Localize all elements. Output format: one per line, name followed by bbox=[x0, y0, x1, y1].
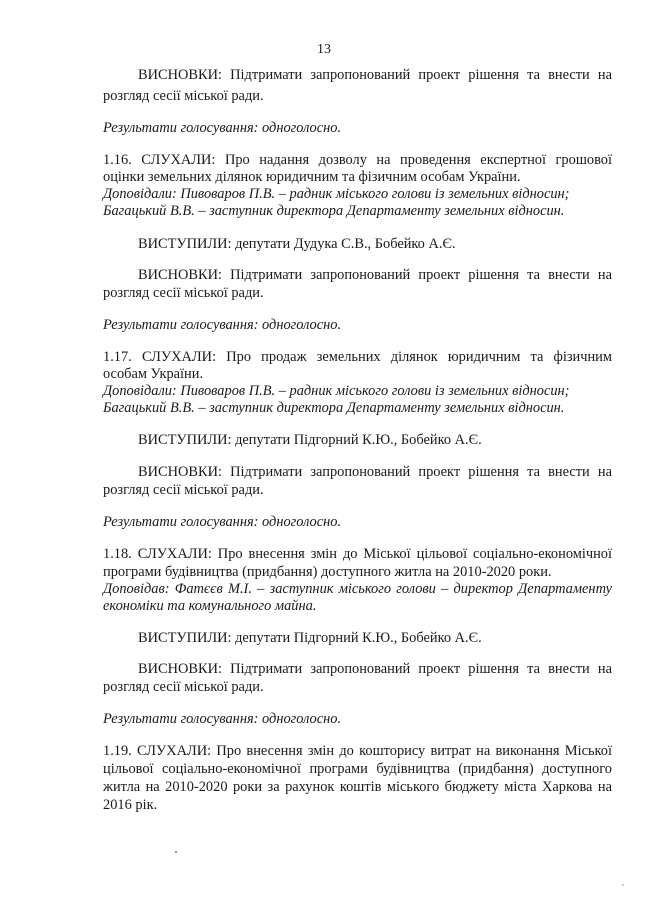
heard-line-2: програми будівництва (придбання) доступного житла на 2010-2020 роки. bbox=[103, 564, 552, 580]
conclusion-line-2: розгляд сесії міської ради. bbox=[103, 88, 264, 104]
speakers: ВИСТУПИЛИ: депутати Підгорний К.Ю., Бобейко А.Є. bbox=[138, 432, 482, 448]
scan-speck bbox=[175, 851, 177, 853]
speakers: ВИСТУПИЛИ: депутати Дудука С.В., Бобейко А.Є. bbox=[138, 236, 456, 252]
conclusion-line-2: розгляд сесії міської ради. bbox=[103, 482, 264, 498]
heard-line-3: житла на 2010-2020 роки за рахунок коштів міського бюджету міста Харкова на bbox=[103, 779, 612, 795]
heard-line-2: особам України. bbox=[103, 366, 204, 382]
conclusion-line-1: ВИСНОВКИ: Підтримати запропонований проект рішення та внести на bbox=[138, 661, 612, 677]
voting-result: Результати голосування: одноголосно. bbox=[103, 711, 342, 727]
heard-line-2: оцінки земельних ділянок юридичним та фізичним особам України. bbox=[103, 169, 521, 185]
heard-line-1: 1.16. СЛУХАЛИ: Про надання дозволу на проведення експертної грошової bbox=[103, 152, 612, 168]
conclusion-line-1: ВИСНОВКИ: Підтримати запропонований проект рішення та внести на bbox=[138, 267, 612, 283]
heard-line-1: 1.19. СЛУХАЛИ: Про внесення змін до кошторису витрат на виконання Міської bbox=[103, 743, 612, 759]
conclusion-line-2: розгляд сесії міської ради. bbox=[103, 679, 264, 695]
scan-speck bbox=[622, 884, 624, 886]
heard-line-1: 1.18. СЛУХАЛИ: Про внесення змін до Міської цільової соціально-економічної bbox=[103, 546, 612, 562]
heard-line-4: 2016 рік. bbox=[103, 797, 158, 813]
speakers: ВИСТУПИЛИ: депутати Підгорний К.Ю., Бобейко А.Є. bbox=[138, 630, 482, 646]
voting-result: Результати голосування: одноголосно. bbox=[103, 514, 342, 530]
reporters-line-2: Багацький В.В. – заступник директора Департаменту земельних відносин. bbox=[103, 203, 565, 219]
reporters-line-2: Багацький В.В. – заступник директора Департаменту земельних відносин. bbox=[103, 400, 565, 416]
heard-line-1: 1.17. СЛУХАЛИ: Про продаж земельних ділянок юридичним та фізичним bbox=[103, 349, 612, 365]
reporters-line-2: економіки та комунального майна. bbox=[103, 598, 317, 614]
conclusion-line-1: ВИСНОВКИ: Підтримати запропонований проект рішення та внести на bbox=[138, 67, 612, 83]
voting-result: Результати голосування: одноголосно. bbox=[103, 120, 342, 136]
conclusion-line-2: розгляд сесії міської ради. bbox=[103, 285, 264, 301]
reporters-line-1: Доповідали: Пивоваров П.В. – радник міського голови із земельних відносин; bbox=[103, 383, 570, 399]
voting-result: Результати голосування: одноголосно. bbox=[103, 317, 342, 333]
heard-line-2: цільової соціально-економічної програми будівництва (придбання) доступного bbox=[103, 761, 612, 777]
page-number: 13 bbox=[317, 42, 331, 57]
conclusion-line-1: ВИСНОВКИ: Підтримати запропонований проект рішення та внести на bbox=[138, 464, 612, 480]
reporters-line-1: Доповідали: Пивоваров П.В. – радник міського голови із земельних відносин; bbox=[103, 186, 570, 202]
reporters-line-1: Доповідав: Фатєєв М.І. – заступник міського голови – директор Департаменту bbox=[103, 581, 612, 597]
